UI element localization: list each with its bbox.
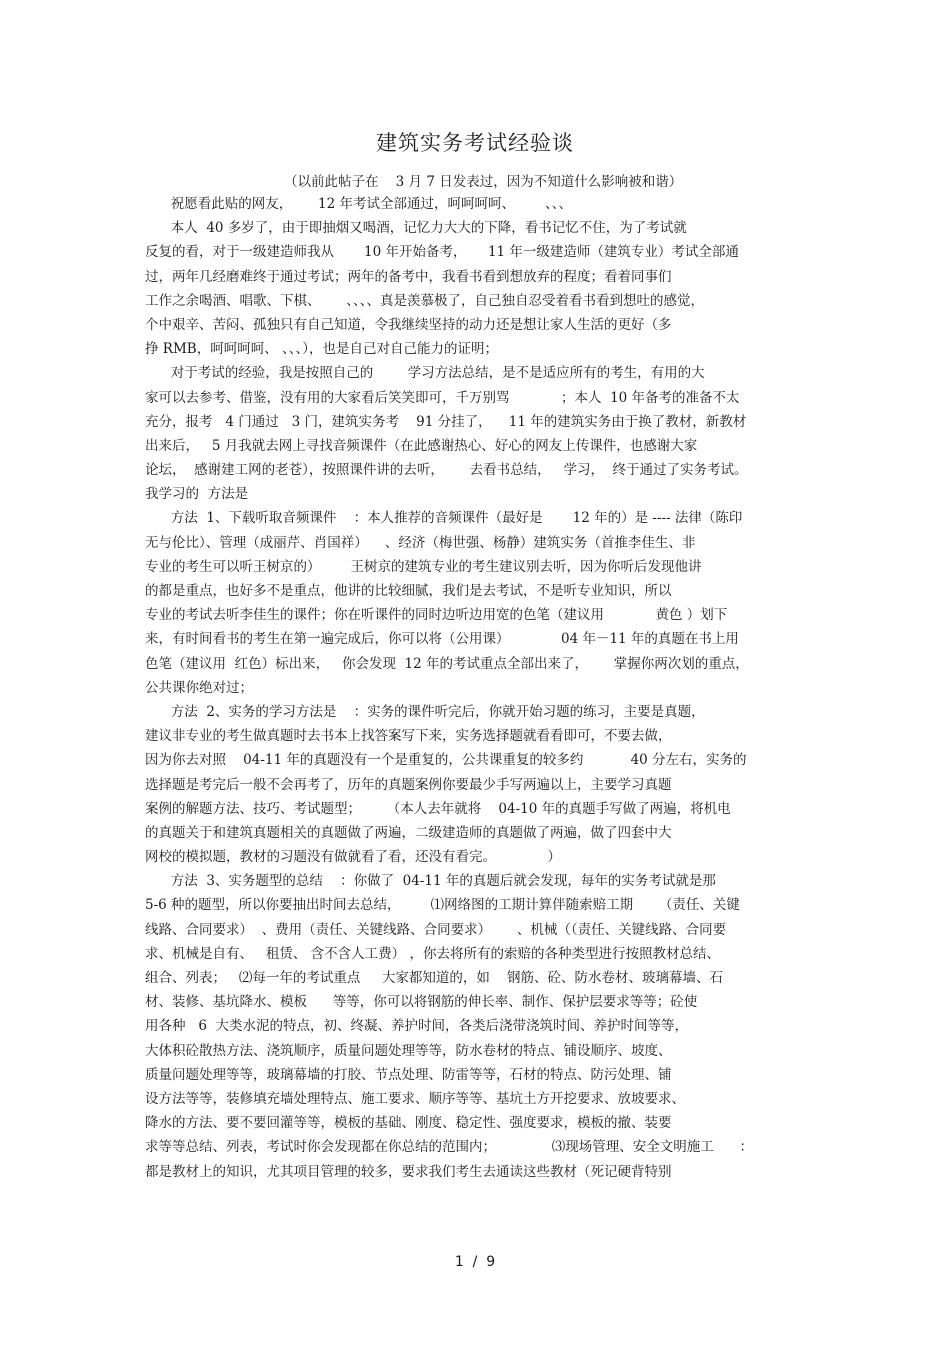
text-line: 降水的方法、要不要回灌等等，模板的基础、刚度、稳定性、强度要求，模板的撤、装要: [145, 1115, 672, 1132]
text-line: 因为你去对照 04-11 年的真题没有一个是重复的，公共课重复的较多约 40 分左右，实务的: [145, 752, 747, 769]
text-line: 网校的模拟题，教材的习题没有做就看了看，还没有看完。 ）: [145, 849, 561, 866]
text-line: 论坛， 感谢建工网的老苍），按照课件讲的去听， 去看书总结， 学习， 终于通过了实务考试。: [145, 462, 748, 479]
document-body: [145, 192, 805, 1184]
text-line: 出来后， 5 月我就去网上寻找音频课件（在此感谢热心、好心的网友上传课件，也感谢大家: [145, 437, 698, 454]
text-line: 选择题是考完后一般不会再考了，历年的真题案例你要最少手写两遍以上，主要学习真题: [145, 776, 672, 793]
text-line: 祝愿看此贴的网友， 12 年考试全部通过，呵呵呵呵、 、、、: [145, 196, 573, 212]
text-line: 方法 2、实务的学习方法是 ：实务的课件听完后，你就开始习题的练习，主要是真题，: [145, 703, 705, 720]
text-line: 设方法等等，装修填充墙处理特点、施工要求、顺序等等、基坑土方开挖要求、放坡要求、: [145, 1090, 685, 1107]
text-line: 家可以去参考、借鉴，没有用的大家看后笑笑即可，千万别骂 ；本人 10 年备考的准备不太: [145, 389, 740, 406]
text-line: 案例的解题方法、技巧、考试题型； （本人去年就将 04-10 年的真题手写做了两遍，将机电: [145, 800, 731, 817]
text-line: 建议非专业的考生做真题时去书本上找答案写下来，实务选择题就看看即可，不要去做，: [145, 728, 672, 745]
text-line: 工作之余喝酒、唱歌、下棋、 、、、、真是羡慕极了，自己独自忍受着看书看到想吐的感觉，: [145, 292, 704, 309]
text-line: 方法 1、下载听取音频课件 ：本人推荐的音频课件（最好是 12 年的）是 ---- 法律（陈印: [145, 510, 743, 527]
text-line: 质量问题处理等等，玻璃幕墙的打胶、节点处理、防雷等等，石材的特点、防污处理、铺: [145, 1066, 672, 1083]
text-line: 都是教材上的知识，尤其项目管理的较多，要求我们考生去通读这些教材（死记硬背特别: [145, 1163, 672, 1180]
document-title: 建筑实务考试经验谈: [376, 131, 574, 155]
text-line: 我学习的 方法是: [145, 486, 249, 503]
text-line: 本人 40 多岁了，由于即抽烟又喝酒，记忆力大大的下降，看书记忆不住，为了考试就: [145, 220, 687, 237]
text-line: 方法 3、实务题型的总结 ：你做了 04-11 年的真题后就会发现，每年的实务考试就是那: [145, 873, 716, 890]
text-line: 色笔（建议用 红色）标出来， 你会发现 12 年的考试重点全部出来了， 掌握你两次划的重点，: [145, 655, 749, 672]
text-line: 来，有时间看书的考生在第一遍完成后，你可以将（公用课） 04 年－11 年的真题在书上用: [145, 631, 739, 648]
document-subtitle: （以前此帖子在 3 月 7 日发表过，因为不知道什么影响被和谐）: [284, 174, 683, 190]
text-line: 的都是重点，也好多不是重点，他讲的比较细腻，我们是去考试，不是听专业知识，所以: [145, 583, 672, 599]
text-line: 过，两年几经磨难终于通过考试；两年的备考中，我看书看到想放弃的程度；看着同事们: [145, 268, 672, 285]
text-line: 用各种 6 大类水泥的特点，初、终凝、养护时间，各类后浇带浇筑时间、养护时间等等，: [145, 1018, 689, 1035]
text-line: 材、装修、基坑降水、模板 等等，你可以将钢筋的伸长率、制作、保护层要求等等；砼使: [145, 994, 698, 1011]
text-line: 对于考试的经验，我是按照自己的 学习方法总结，是不是适应所有的考生，有用的大: [145, 365, 705, 382]
text-line: 专业的考试去听李佳生的课件；你在听课件的同时边听边用宽的色笔（建议用 黄色 ）划下: [145, 607, 728, 624]
page-number: 1 / 9: [454, 1254, 496, 1270]
text-line: 挣 RMB，呵呵呵呵、 、、、），也是自己对自己能力的证明；: [145, 341, 498, 358]
text-line: 线路、合同要求） 、费用（责任、关键线路、合同要求） 、机械（（责任、关键线路、合同要: [145, 921, 727, 938]
text-line: 5-6 种的题型，所以你要抽出时间去总结， ⑴网络图的工期计算伴随索赔工期 （责任、关键: [145, 897, 740, 914]
text-line: 反复的看，对于一级建造师我从 10 年开始备考， 11 年一级建造师（建筑专业）考试全部通: [145, 244, 739, 261]
text-line: 求等等总结、列表，考试时你会发现都在你总结的范围内； ⑶现场管理、安全文明施工 ：: [145, 1139, 754, 1156]
text-line: 的真题关于和建筑真题相关的真题做了两遍，二级建造师的真题做了两遍，做了四套中大: [145, 824, 672, 841]
text-line: 组合、列表； ⑵每一年的考试重点 大家都知道的，如 钢筋、砼、防水卷材、玻璃幕墙、石: [145, 970, 723, 986]
text-line: 专业的考生可以听王树京的） 王树京的建筑专业的考生建议别去听，因为你听后发现他讲: [145, 558, 702, 575]
text-line: 公共课你绝对过；: [145, 679, 253, 696]
text-line: 求、机械是自有、 租赁、 含不含人工费） ，你去将所有的索赔的各种类型进行按照教材总结、: [145, 945, 720, 962]
text-line: 充分，报考 4 门通过 3 门，建筑实务考 91 分挂了， 11 年的建筑实务由于换了教材，新教材: [145, 413, 747, 430]
text-line: 个中艰辛、苦闷、孤独只有自己知道，令我继续坚持的动力还是想让家人生活的更好（多: [145, 316, 672, 333]
text-line: 无与伦比）、管理（成丽芹、肖国祥） 、经济（梅世强、杨静）建筑实务（首推李佳生、非: [145, 534, 696, 551]
text-line: 大体积砼散热方法、浇筑顺序，质量问题处理等等，防水卷材的特点、铺设顺序、坡度、: [145, 1042, 672, 1059]
